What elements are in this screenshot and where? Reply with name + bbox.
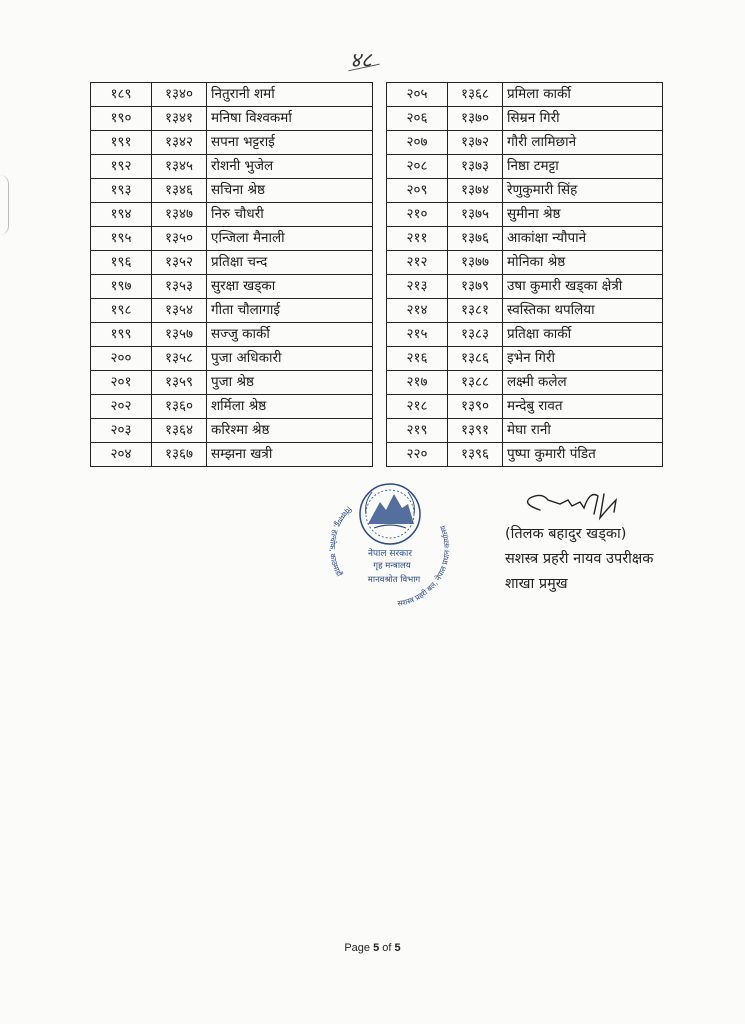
page-prefix: Page [344,942,371,954]
roll-number: १३५३ [152,275,207,299]
roll-number: १३५२ [152,251,207,275]
candidate-name: निष्ठा टमट्टा [503,155,663,179]
table-row [387,347,663,371]
table-row [91,107,373,131]
candidate-name: उषा कुमारी खड्का क्षेत्री [503,275,663,299]
candidate-name: रेणुकुमारी सिंह [503,179,663,203]
table-row [91,419,373,443]
table-right-body [387,83,663,467]
table-row [387,83,663,107]
serial-number: १९७ [91,275,152,299]
table-row [387,131,663,155]
serial-number: १९५ [91,227,152,251]
roll-number: १३८८ [448,371,503,395]
roll-number: १३९० [448,395,503,419]
roll-number: १३६४ [152,419,207,443]
page-total: 5 [394,942,401,954]
candidate-name: सचिना श्रेष्ठ [207,179,373,203]
roll-number: १३९१ [448,419,503,443]
serial-number: २१७ [387,371,448,395]
page-edge-mark [0,175,9,235]
signatory-designation: सशस्त्र प्रहरी नायव उपरीक्षक [505,551,654,567]
table-row [387,179,663,203]
table-row [91,299,373,323]
candidate-name: प्रतिक्षा कार्की [503,323,663,347]
table-row [387,251,663,275]
table-row [91,323,373,347]
roll-number: १३६० [152,395,207,419]
serial-number: १८९ [91,83,152,107]
serial-number: २१२ [387,251,448,275]
seal-line-2: गृह मन्त्रालय [373,561,411,571]
table-row [91,131,373,155]
serial-number: १९४ [91,203,152,227]
table-row [387,419,663,443]
candidate-name: पुष्पा कुमारी पंडित [503,443,663,467]
roll-number: १३४१ [152,107,207,131]
candidate-name: नितुरानी शर्मा [207,83,373,107]
serial-number: २०० [91,347,152,371]
roll-number: १३६८ [448,83,503,107]
candidate-name: आकांक्षा न्यौपाने [503,227,663,251]
serial-number: २०५ [387,83,448,107]
candidate-name: मोनिका श्रेष्ठ [503,251,663,275]
roll-number: १३८१ [448,299,503,323]
table-right [386,82,663,467]
roll-number: १३७४ [448,179,503,203]
table-row [387,227,663,251]
candidate-name: स्वस्तिका थपलिया [503,299,663,323]
table-row [91,371,373,395]
candidate-name: इभेन गिरी [503,347,663,371]
roll-number: १३५० [152,227,207,251]
table-row [91,83,373,107]
candidate-name: प्रमिला कार्की [503,83,663,107]
table-row [91,179,373,203]
candidate-name: पुजा अधिकारी [207,347,373,371]
signatory-office: शाखा प्रमुख [505,576,568,592]
candidate-name: सम्झना खत्री [207,443,373,467]
table-row [91,251,373,275]
serial-number: १९२ [91,155,152,179]
serial-number: २०६ [387,107,448,131]
table-row [387,323,663,347]
serial-number: २१४ [387,299,448,323]
table-row [91,347,373,371]
candidate-name: शर्मिला श्रेष्ठ [207,395,373,419]
candidate-name: मन्देबु रावत [503,395,663,419]
candidate-name: गौरी लामिछाने [503,131,663,155]
candidate-name: सुमीना श्रेष्ठ [503,203,663,227]
candidate-name: पुजा श्रेष्ठ [207,371,373,395]
roll-number: १३५८ [152,347,207,371]
candidate-name: रोशनी भुजेल [207,155,373,179]
signatory-name: (तिलक बहादुर खड्का) [505,526,627,542]
candidate-name: मनिषा विश्वकर्मा [207,107,373,131]
table-row [387,107,663,131]
serial-number: १९८ [91,299,152,323]
candidate-name: निरु चौधरी [207,203,373,227]
roll-number: १३८६ [448,347,503,371]
serial-number: १९० [91,107,152,131]
serial-number: २०२ [91,395,152,419]
roll-number: १३४६ [152,179,207,203]
roll-number: १३९६ [448,443,503,467]
table-row [387,371,663,395]
roll-number: १३७५ [448,203,503,227]
roll-number: १३६७ [152,443,207,467]
signatory-block [505,522,653,597]
table-row [387,395,663,419]
table-row [91,443,373,467]
roll-number: १३७० [448,107,503,131]
serial-number: २०३ [91,419,152,443]
serial-number: २०९ [387,179,448,203]
candidate-name: करिश्मा श्रेष्ठ [207,419,373,443]
table-row [91,203,373,227]
candidate-name: एन्जिला मैनाली [207,227,373,251]
candidate-name: सज्जु कार्की [207,323,373,347]
roll-number: १३४७ [152,203,207,227]
seal-line-1: नेपाल सरकार [367,549,413,559]
roll-number: १३५९ [152,371,207,395]
seal-line-4: मानवश्रोत विभाग [367,575,421,585]
roll-number: १३५४ [152,299,207,323]
table-row [91,227,373,251]
page-current: 5 [373,942,380,954]
seal-line-5: पिंचमण्डु, हल्चोक, काठमाडौं [328,504,354,578]
serial-number: २१० [387,203,448,227]
table-row [387,203,663,227]
serial-number: १९१ [91,131,152,155]
roll-number: १३७७ [448,251,503,275]
serial-number: २१५ [387,323,448,347]
roll-number: १३७२ [448,131,503,155]
serial-number: २१८ [387,395,448,419]
serial-number: २२० [387,443,448,467]
roll-number: १३८३ [448,323,503,347]
page-of: of [382,942,392,954]
office-seal [328,478,458,612]
handwritten-page-mark: ४८ [350,48,372,72]
serial-number: २१६ [387,347,448,371]
table-row [387,275,663,299]
roll-number: १३४५ [152,155,207,179]
table-left-body [91,83,373,467]
serial-number: २१३ [387,275,448,299]
seal-line-3: सशस्त्र प्रहरी बल, नेपाल प्रधान कार्यालय [396,524,452,609]
candidate-name: सिम्रन गिरी [503,107,663,131]
serial-number: १९३ [91,179,152,203]
candidate-name: मेघा रानी [503,419,663,443]
serial-number: २०४ [91,443,152,467]
serial-number: २०८ [387,155,448,179]
serial-number: २१९ [387,419,448,443]
candidate-name: लक्ष्मी कलेल [503,371,663,395]
table-row [387,443,663,467]
table-row [387,155,663,179]
table-row [387,299,663,323]
roll-number: १३५७ [152,323,207,347]
serial-number: १९९ [91,323,152,347]
serial-number: २०७ [387,131,448,155]
roll-number: १३७६ [448,227,503,251]
candidate-name: सपना भट्टराई [207,131,373,155]
roll-number: १३७९ [448,275,503,299]
table-row [91,395,373,419]
candidate-name: प्रतिक्षा चन्द [207,251,373,275]
serial-number: २११ [387,227,448,251]
candidate-name: गीता चौलागाई [207,299,373,323]
serial-number: २०१ [91,371,152,395]
serial-number: १९६ [91,251,152,275]
table-row [91,155,373,179]
candidate-name: सुरक्षा खड्का [207,275,373,299]
roll-number: १३४२ [152,131,207,155]
roll-number: १३७३ [448,155,503,179]
table-left [90,82,373,467]
page-number [0,942,745,954]
table-row [91,275,373,299]
seal-emblem-icon [360,484,420,544]
roll-number: १३४० [152,83,207,107]
